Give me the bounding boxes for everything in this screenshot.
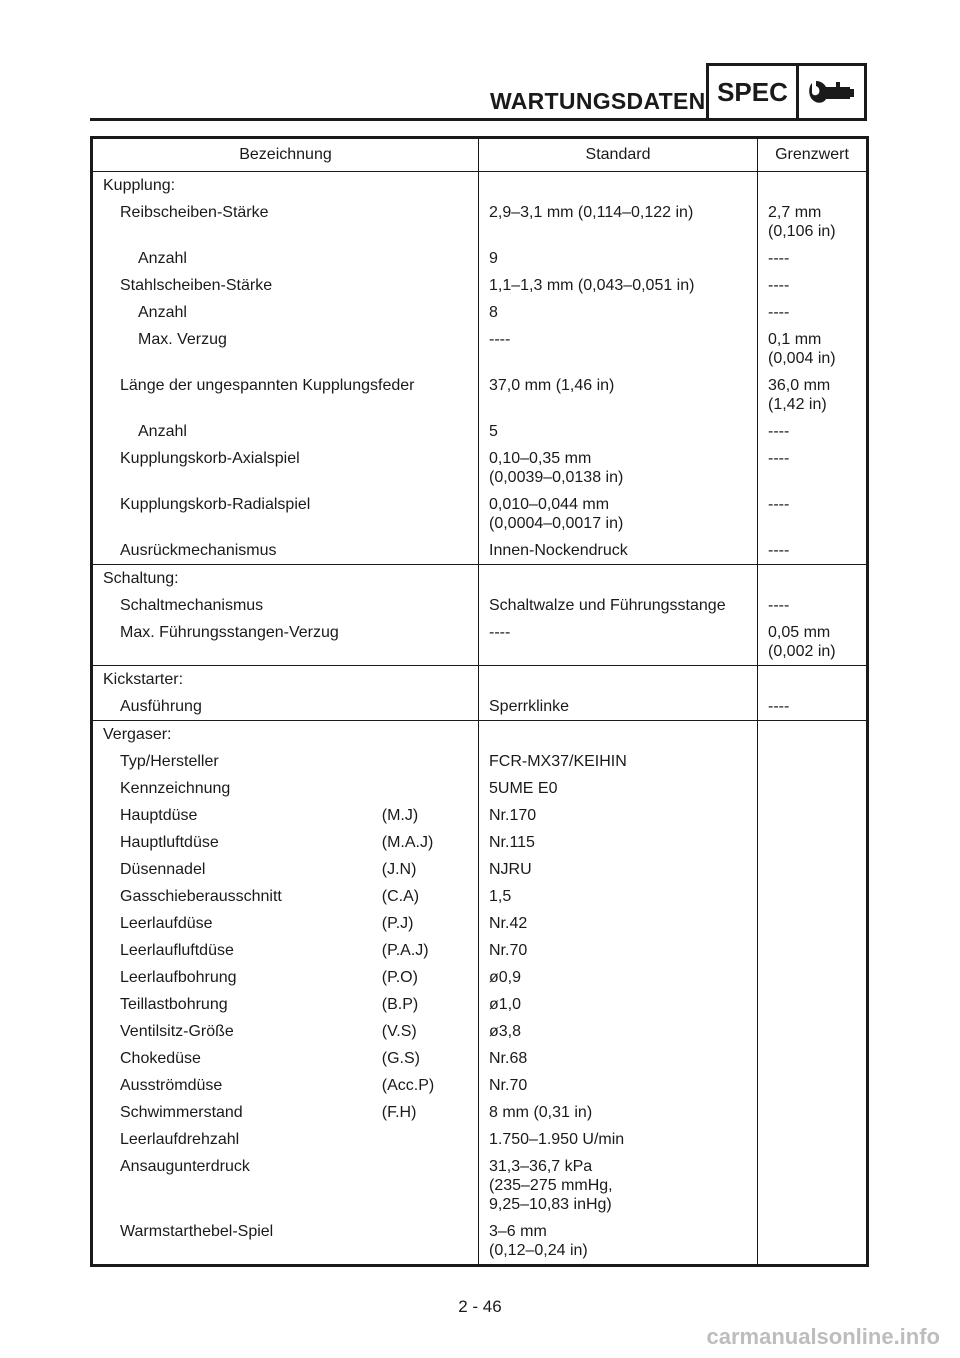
parameter-code [382, 752, 478, 771]
standard-value: ø3,8 [479, 1018, 758, 1045]
table-row [93, 1153, 866, 1218]
table-row [93, 1126, 866, 1153]
section-heading: Schaltung: [93, 565, 479, 592]
section-schaltung [93, 565, 866, 666]
section-body [93, 172, 866, 564]
limit-value: ---- [768, 698, 790, 715]
parameter-cell [93, 619, 479, 665]
parameter-code: (B.P) [381, 996, 419, 1013]
section-heading-row [93, 721, 866, 748]
parameter-cell [93, 372, 479, 418]
limit-value [758, 748, 866, 775]
table-row [93, 491, 866, 537]
standard-value: 9 [479, 245, 758, 272]
parameter-cell [93, 883, 479, 910]
parameter-code: (Acc.P) [381, 1077, 435, 1094]
standard-value: 37,0 mm (1,46 in) [479, 372, 758, 418]
table-row [93, 883, 866, 910]
standard-value: 5UME E0 [479, 775, 758, 802]
limit-value [758, 883, 866, 910]
empty-cell [758, 721, 866, 748]
parameter-code: (M.A.J) [381, 834, 434, 851]
table-header [93, 139, 866, 172]
standard-value: FCR-MX37/KEIHIN [479, 748, 758, 775]
parameter-cell [93, 910, 479, 937]
limit-value [758, 1099, 866, 1126]
limit-value [758, 991, 866, 1018]
parameter-name: Ausrückmechanismus [120, 542, 277, 559]
section-heading-row [93, 172, 866, 199]
table-row [93, 802, 866, 829]
limit-value [758, 1153, 866, 1218]
section-body [93, 666, 866, 720]
limit-value: 2,7 mm (0,106 in) [768, 204, 836, 240]
limit-value: ---- [768, 304, 790, 321]
column-header-bezeichnung: Bezeichnung [93, 139, 479, 171]
table-row [93, 199, 866, 245]
watermark: carmanualsonline.info [706, 1324, 940, 1349]
limit-value [758, 775, 866, 802]
standard-value: Innen-Nockendruck [479, 537, 758, 564]
parameter-name: Kupplungskorb-Radialspiel [120, 496, 311, 513]
parameter-name: Reibscheiben-Stärke [120, 204, 269, 221]
parameter-code: (P.A.J) [381, 942, 429, 959]
parameter-name: Warmstarthebel-Spiel [120, 1223, 274, 1240]
parameter-cell [93, 1045, 479, 1072]
parameter-code [382, 779, 478, 798]
standard-value: Nr.70 [479, 937, 758, 964]
section-heading-row [93, 565, 866, 592]
standard-value: 2,9–3,1 mm (0,114–0,122 in) [479, 199, 758, 245]
standard-value: Sperrklinke [479, 693, 758, 720]
table-row [93, 748, 866, 775]
table-row [93, 910, 866, 937]
section-heading: Kupplung: [93, 172, 479, 199]
table-row [93, 829, 866, 856]
standard-value: Nr.115 [479, 829, 758, 856]
parameter-name: Ansaugunterdruck [120, 1158, 250, 1175]
parameter-name: Chokedüse [120, 1050, 201, 1067]
parameter-name: Ausströmdüse [120, 1077, 223, 1094]
limit-value [758, 1018, 866, 1045]
parameter-name: Ventilsitz-Größe [120, 1023, 234, 1040]
table-row [93, 856, 866, 883]
limit-value: 0,05 mm (0,002 in) [768, 624, 836, 660]
limit-value: ---- [768, 496, 790, 513]
column-header-standard: Standard [479, 139, 758, 171]
limit-value: 0,1 mm (0,004 in) [768, 331, 836, 367]
parameter-name: Leerlaufdrehzahl [120, 1131, 240, 1148]
parameter-name: Anzahl [138, 304, 187, 321]
limit-value [758, 802, 866, 829]
parameter-name: Leerlaufdüse [120, 915, 213, 932]
page-number: 2 - 46 [458, 1297, 502, 1316]
table-row [93, 1045, 866, 1072]
standard-value: ---- [479, 619, 758, 665]
parameter-cell [93, 829, 479, 856]
parameter-name: Teillastbohrung [120, 996, 228, 1013]
table-row [93, 299, 866, 326]
table-row [93, 326, 866, 372]
section-heading: Vergaser: [93, 721, 479, 748]
parameter-cell [93, 748, 479, 775]
empty-cell [479, 721, 758, 748]
empty-cell [479, 666, 758, 693]
parameter-name: Kupplungskorb-Axialspiel [120, 450, 300, 467]
parameter-name: Max. Führungsstangen-Verzug [120, 624, 339, 641]
limit-value [758, 829, 866, 856]
column-header-grenzwert: Grenzwert [775, 146, 849, 163]
limit-value [758, 1126, 866, 1153]
parameter-cell [93, 299, 479, 326]
parameter-name: Hauptdüse [120, 807, 198, 824]
parameter-cell [93, 937, 479, 964]
standard-value: Nr.68 [479, 1045, 758, 1072]
wrench-icon [799, 66, 864, 118]
parameter-code: (J.N) [381, 861, 417, 878]
spec-table [90, 136, 869, 1267]
limit-value: ---- [768, 250, 790, 267]
parameter-name: Düsennadel [120, 861, 206, 878]
parameter-code [382, 1157, 478, 1214]
parameter-cell [93, 491, 479, 537]
parameter-code: (M.J) [381, 807, 419, 824]
parameter-name: Leerlaufbohrung [120, 969, 237, 986]
limit-value: ---- [768, 423, 790, 440]
section-vergaser [93, 721, 866, 1264]
parameter-cell [93, 1072, 479, 1099]
parameter-cell [93, 272, 479, 299]
parameter-cell [93, 802, 479, 829]
parameter-cell [93, 856, 479, 883]
table-row [93, 445, 866, 491]
table-row [93, 991, 866, 1018]
table-row [93, 1218, 866, 1264]
parameter-code: (G.S) [381, 1050, 420, 1067]
table-row [93, 418, 866, 445]
limit-value [758, 910, 866, 937]
parameter-name: Schaltmechanismus [120, 597, 264, 614]
parameter-name: Kennzeichnung [120, 780, 231, 797]
parameter-cell [93, 537, 479, 564]
limit-value: ---- [768, 597, 790, 614]
standard-value: 1.750–1.950 U/min [479, 1126, 758, 1153]
empty-cell [479, 565, 758, 592]
limit-value: 36,0 mm (1,42 in) [768, 377, 831, 413]
parameter-cell [93, 964, 479, 991]
parameter-name: Länge der ungespannten Kupplungsfeder [120, 377, 415, 394]
table-row [93, 619, 866, 665]
table-row [93, 372, 866, 418]
standard-value: ø1,0 [479, 991, 758, 1018]
parameter-name: Stahlscheiben-Stärke [120, 277, 273, 294]
section-heading: Kickstarter: [93, 666, 479, 693]
page-title: WARTUNGSDATEN [490, 88, 706, 114]
header-rule [90, 118, 708, 121]
empty-cell [758, 172, 866, 199]
parameter-cell [93, 326, 479, 372]
parameter-cell [93, 592, 479, 619]
limit-value [758, 964, 866, 991]
parameter-name: Ausführung [120, 698, 202, 715]
spec-label: SPEC [709, 66, 799, 118]
parameter-name: Schwimmerstand [120, 1104, 243, 1121]
parameter-name: Leerlaufluftdüse [120, 942, 234, 959]
parameter-code [382, 1130, 478, 1149]
limit-value: ---- [768, 450, 790, 467]
parameter-cell [93, 693, 479, 720]
standard-value: 1,1–1,3 mm (0,043–0,051 in) [479, 272, 758, 299]
standard-value: 3–6 mm (0,12–0,24 in) [479, 1218, 758, 1264]
table-row [93, 245, 866, 272]
parameter-code: (P.J) [381, 915, 414, 932]
empty-cell [479, 172, 758, 199]
parameter-cell [93, 775, 479, 802]
parameter-cell [93, 1153, 479, 1218]
parameter-cell [93, 991, 479, 1018]
section-kupplung [93, 172, 866, 565]
table-row [93, 775, 866, 802]
table-row [93, 537, 866, 564]
parameter-cell [93, 199, 479, 245]
parameter-name: Gasschieberausschnitt [120, 888, 282, 905]
standard-value: 1,5 [479, 883, 758, 910]
spec-badge [706, 63, 867, 121]
table-row [93, 1099, 866, 1126]
parameter-name: Anzahl [138, 250, 187, 267]
standard-value: Nr.70 [479, 1072, 758, 1099]
empty-cell [758, 565, 866, 592]
standard-value: Nr.42 [479, 910, 758, 937]
standard-value: Schaltwalze und Führungsstange [479, 592, 758, 619]
section-kickstarter [93, 666, 866, 721]
limit-value: ---- [768, 542, 790, 559]
parameter-name: Hauptluftdüse [120, 834, 219, 851]
limit-value [758, 937, 866, 964]
standard-value: NJRU [479, 856, 758, 883]
table-row [93, 964, 866, 991]
standard-value: 0,10–0,35 mm (0,0039–0,0138 in) [479, 445, 758, 491]
standard-value: 8 [479, 299, 758, 326]
standard-value: ø0,9 [479, 964, 758, 991]
standard-value: Nr.170 [479, 802, 758, 829]
parameter-code: (P.O) [381, 969, 418, 986]
table-row [93, 1018, 866, 1045]
parameter-cell [93, 445, 479, 491]
parameter-name: Anzahl [138, 423, 187, 440]
parameter-cell [93, 418, 479, 445]
section-heading-row [93, 666, 866, 693]
parameter-code: (C.A) [381, 888, 420, 905]
limit-value [758, 1045, 866, 1072]
table-row [93, 937, 866, 964]
parameter-code: (V.S) [381, 1023, 417, 1040]
empty-cell [758, 666, 866, 693]
parameter-name: Typ/Hersteller [120, 753, 219, 770]
section-body [93, 721, 866, 1264]
parameter-name: Max. Verzug [138, 331, 227, 348]
standard-value: 5 [479, 418, 758, 445]
standard-value: 31,3–36,7 kPa (235–275 mmHg, 9,25–10,83 inHg) [479, 1153, 758, 1218]
limit-value [758, 1218, 866, 1264]
table-row [93, 693, 866, 720]
table-row [93, 1072, 866, 1099]
parameter-code [382, 1222, 478, 1260]
table-row [93, 272, 866, 299]
standard-value: ---- [479, 326, 758, 372]
parameter-cell [93, 245, 479, 272]
section-body [93, 565, 866, 665]
standard-value: 0,010–0,044 mm (0,0004–0,0017 in) [479, 491, 758, 537]
table-row [93, 592, 866, 619]
parameter-cell [93, 1218, 479, 1264]
limit-value [758, 856, 866, 883]
parameter-cell [93, 1126, 479, 1153]
limit-value [758, 1072, 866, 1099]
parameter-cell [93, 1018, 479, 1045]
limit-value: ---- [768, 277, 790, 294]
standard-value: 8 mm (0,31 in) [479, 1099, 758, 1126]
parameter-code: (F.H) [381, 1104, 417, 1121]
parameter-cell [93, 1099, 479, 1126]
